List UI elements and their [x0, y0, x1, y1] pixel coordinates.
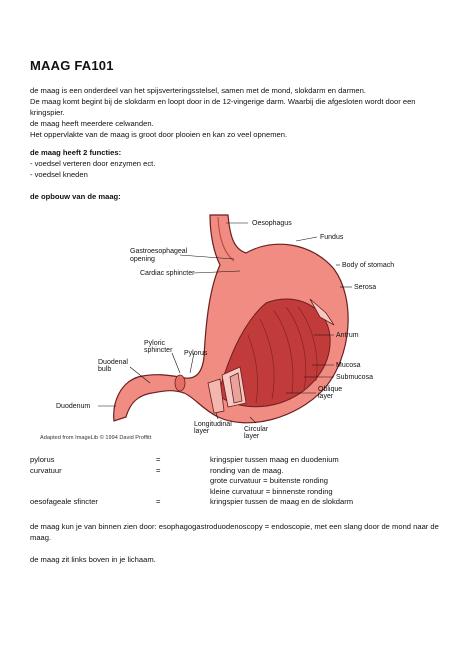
function-item: - voedsel kneden	[30, 170, 88, 179]
functions-heading: de maag heeft 2 functies:	[30, 148, 122, 157]
label-pyloric-2: sphincter	[144, 347, 173, 354]
intro-line: Het oppervlakte van de maag is groot door plooien en kan zo veel opnemen.	[30, 130, 288, 139]
definition-term: curvatuur	[30, 465, 62, 475]
label-gastroesophageal: Gastroesophageal	[130, 248, 188, 255]
label-submucosa: Submucosa	[336, 374, 373, 381]
definition-row	[30, 455, 450, 466]
intro-paragraph	[30, 85, 450, 140]
label-oblique-2: layer	[318, 393, 334, 400]
label-cardiac-sphincter: Cardiac sphincter	[140, 270, 195, 277]
label-body-of-stomach: Body of stomach	[342, 262, 395, 269]
label-oblique: Oblique	[318, 386, 343, 393]
definitions-list	[30, 455, 450, 508]
intro-line: De maag komt begint bij de slokdarm en loopt door in de 12-vingerige darm. Waarbij die afgesloten wordt door een kringspier.	[30, 97, 416, 117]
definition-row	[30, 476, 450, 487]
label-pyloric: Pyloric	[144, 340, 166, 347]
definition-equals: =	[156, 497, 161, 507]
functions-section	[30, 147, 450, 180]
definition-term: pylorus	[30, 455, 55, 464]
label-longitudinal: Longitudinal	[194, 421, 232, 428]
label-circular: Circular	[244, 426, 269, 433]
label-oesophagus: Oesophagus	[252, 220, 292, 227]
label-antrum: Antrum	[336, 332, 359, 339]
structure-heading: de opbouw van de maag:	[30, 192, 121, 201]
stomach-diagram	[34, 207, 434, 447]
definition-row	[30, 487, 450, 498]
definition-term: oesofageale sfincter	[30, 497, 98, 507]
label-longitudinal-2: layer	[194, 428, 210, 435]
stomach-illustration	[34, 207, 434, 447]
label-duodenum: Duodenum	[56, 403, 91, 410]
definition-row	[30, 497, 450, 508]
label-mucosa: Mucosa	[336, 362, 361, 369]
label-pylorus: Pylorus	[184, 350, 208, 357]
function-item: - voedsel verteren door enzymen ect.	[30, 159, 156, 168]
definition-text: grote curvatuur = buitenste ronding	[210, 476, 328, 486]
location-paragraph: de maag zit links boven in je lichaam.	[30, 555, 156, 564]
definition-text: kleine curvatuur = binnenste ronding	[210, 486, 333, 496]
definition-equals: =	[156, 465, 161, 475]
definition-text: kringspier tussen maag en duodenium	[210, 455, 339, 464]
definition-text: ronding van de maag.	[210, 465, 284, 475]
endoscopy-text: de maag kun je van binnen zien door: esophagogastroduodenoscopy = endoscopie, met een slang door de mond naar de maag.	[30, 522, 439, 542]
label-circular-2: layer	[244, 433, 260, 440]
endoscopy-paragraph	[30, 521, 450, 543]
definition-row	[30, 466, 450, 477]
definition-text: kringspier tussen de maag en de slokdarm	[210, 497, 354, 507]
intro-line: de maag heeft meerdere celwanden.	[30, 119, 154, 128]
label-duodenal-2: bulb	[98, 366, 112, 373]
page-title: MAAG FA101	[30, 58, 114, 73]
label-fundus: Fundus	[320, 234, 344, 241]
label-gastroesophageal-2: opening	[130, 256, 155, 263]
pyloric-sphincter-shape	[175, 375, 185, 391]
image-credit: Adapted from ImageLib © 1994 David Proffitt	[40, 435, 152, 441]
intro-line: de maag is een onderdeel van het spijsverteringsstelsel, samen met de mond, slokdarm en darmen.	[30, 86, 366, 95]
label-duodenal: Duodenal	[98, 359, 128, 366]
definition-equals: =	[156, 455, 161, 464]
label-serosa: Serosa	[354, 284, 377, 291]
